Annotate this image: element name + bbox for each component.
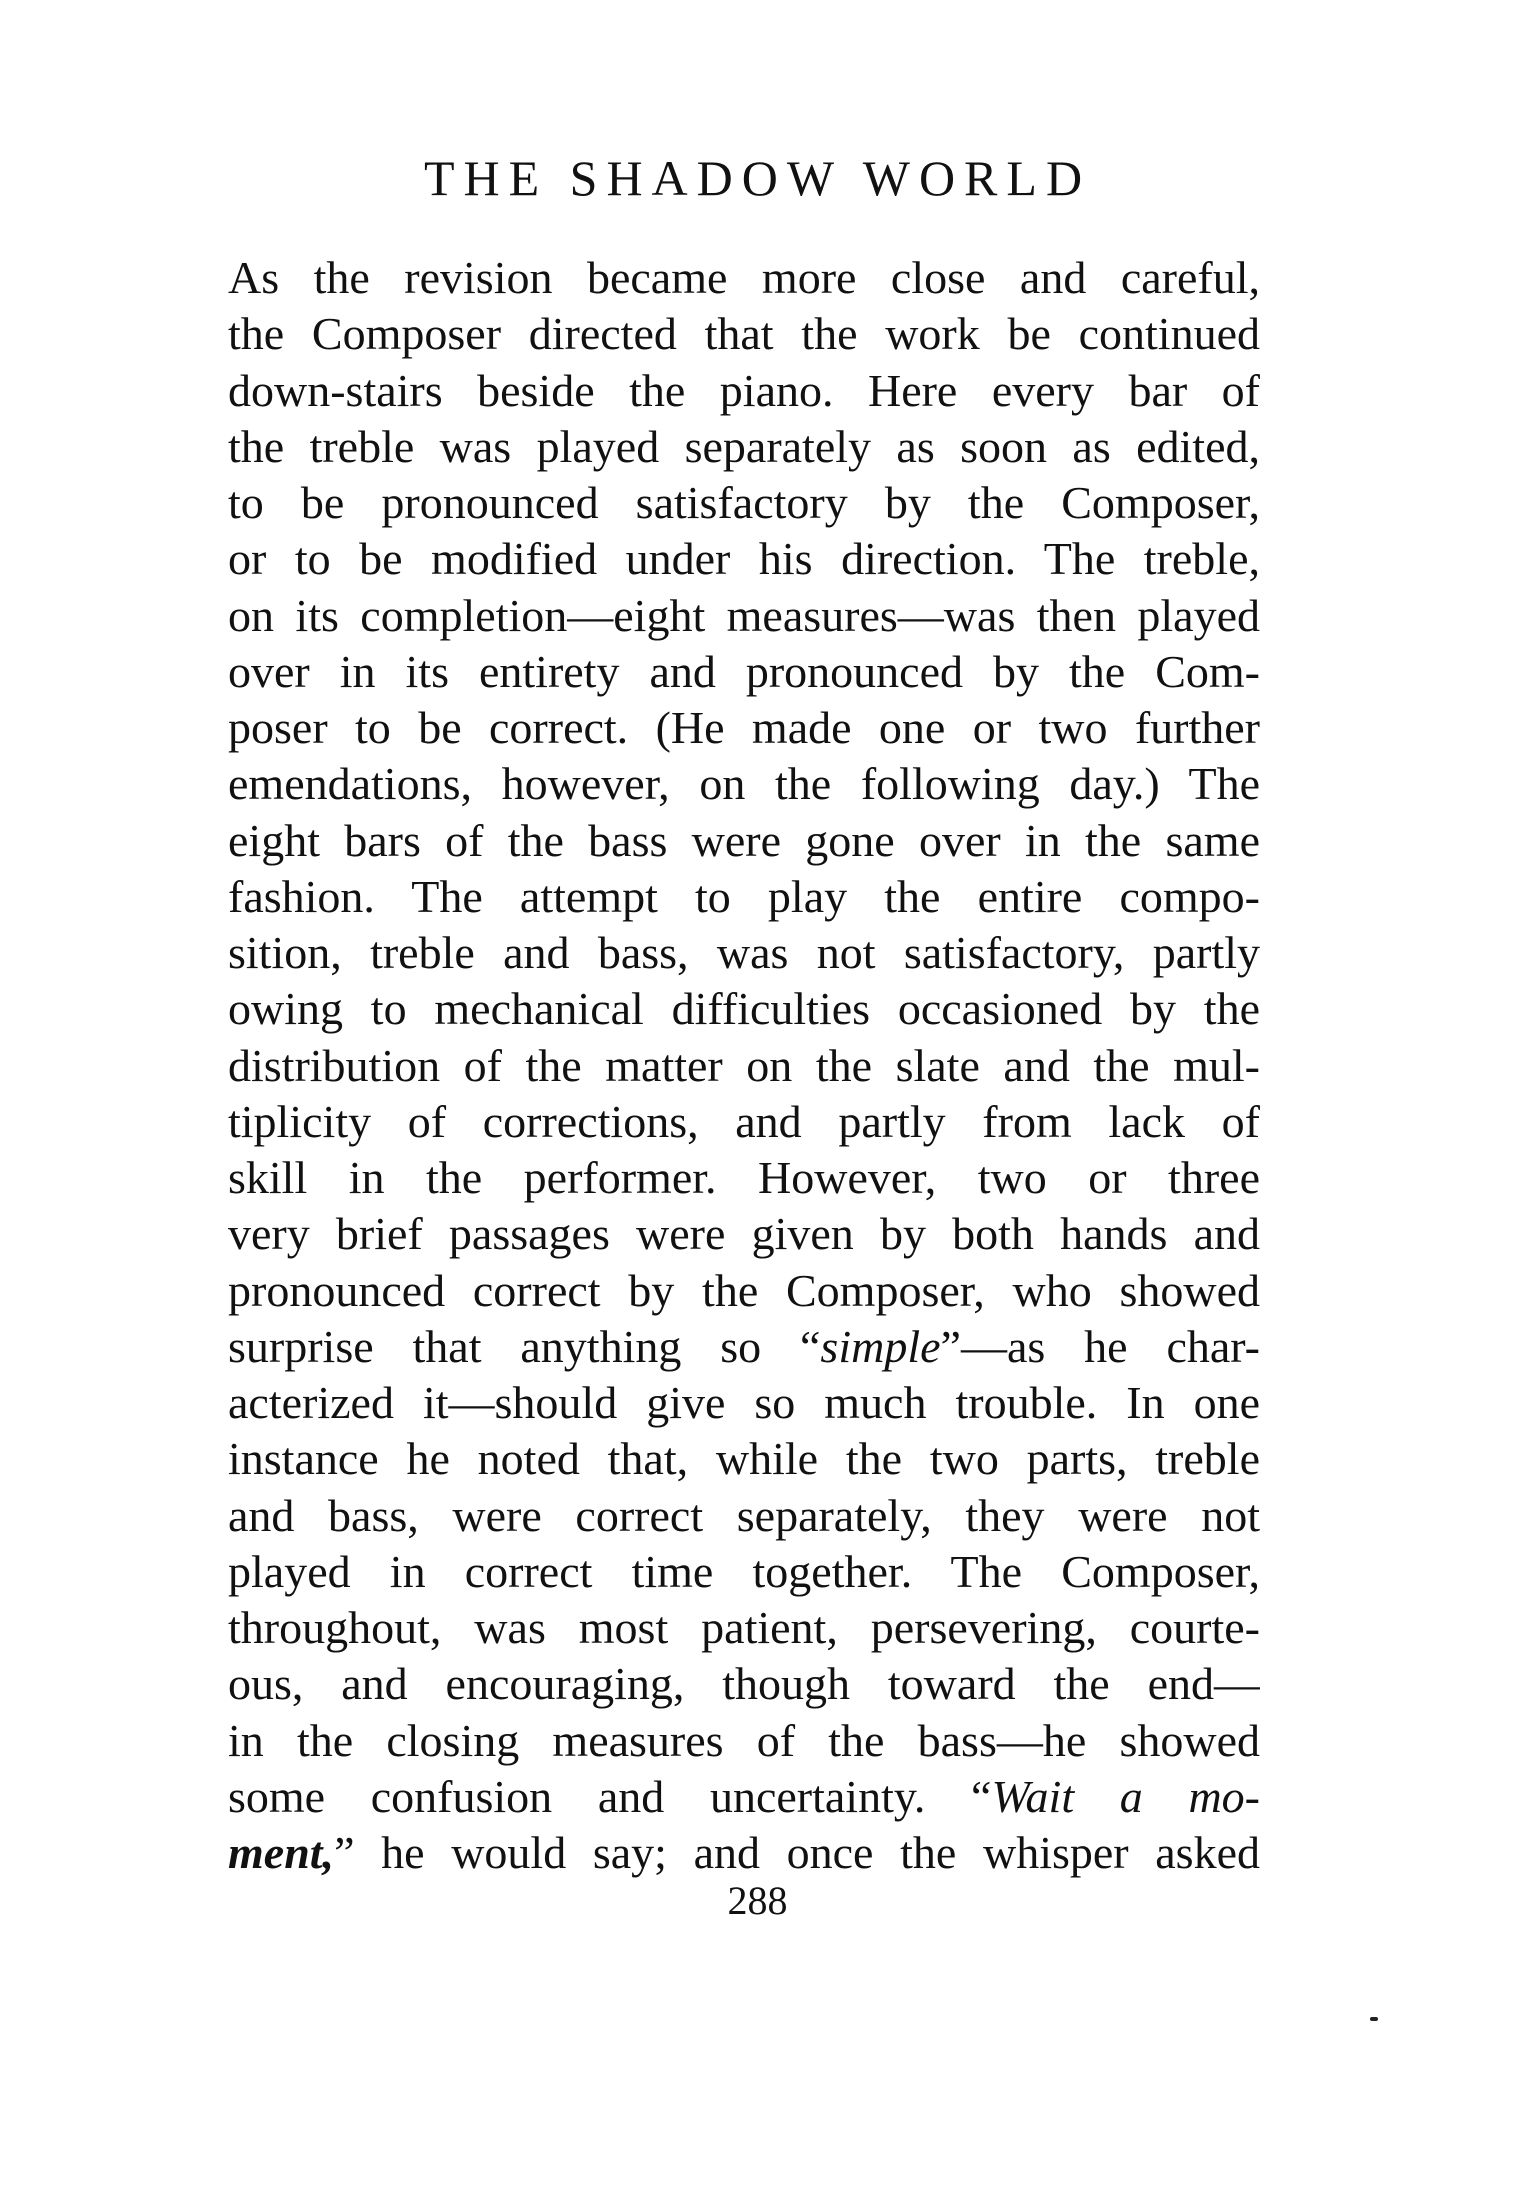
italic-run: Wait a mo- <box>991 1770 1260 1822</box>
text-line-mixed <box>228 1825 1260 1881</box>
text-line: and bass, were correct separately, they were not <box>228 1489 1260 1541</box>
text-line: in the closing measures of the bass—he showed <box>228 1714 1260 1766</box>
text-line: to be pronounced satisfactory by the Composer, <box>228 477 1260 528</box>
text-run: ” he would say; and once the whisper asked <box>334 1827 1260 1878</box>
text-line: fashion. The attempt to play the entire compo- <box>228 870 1260 922</box>
text-line: ous, and encouraging, though toward the end— <box>228 1658 1260 1710</box>
text-run: some confusion and uncertainty. “ <box>228 1770 992 1822</box>
text-line: down-stairs beside the piano. Here every bar of <box>228 364 1260 416</box>
text-line: the treble was played separately as soon as edited, <box>228 420 1260 472</box>
text-line: very brief passages were given by both hands and <box>228 1208 1260 1260</box>
text-line: over in its entirety and pronounced by the Com- <box>228 645 1260 697</box>
text-line: pronounced correct by the Composer, who showed <box>228 1264 1260 1316</box>
text-line: or to be modified under his direction. The treble, <box>228 533 1260 585</box>
text-run: surprise that anything so “ <box>228 1320 821 1372</box>
text-line: on its completion—eight measures—was then played <box>228 589 1260 641</box>
text-line: owing to mechanical difficulties occasioned by the <box>228 983 1260 1035</box>
text-line: instance he noted that, while the two parts, treble <box>228 1433 1260 1485</box>
running-head: THE SHADOW WORLD <box>423 150 1092 206</box>
text-line-mixed <box>228 1319 1260 1375</box>
text-run: ”—as he char- <box>940 1320 1260 1372</box>
ink-speck <box>1370 2017 1378 2021</box>
text-line: As the revision became more close and careful, <box>228 252 1260 303</box>
text-line-mixed <box>228 1769 1260 1825</box>
text-line: emendations, however, on the following day.) The <box>228 758 1260 810</box>
text-line: tiplicity of corrections, and partly from lack of <box>228 1095 1260 1147</box>
italic-run: simple <box>820 1320 941 1372</box>
text-line: the Composer directed that the work be continued <box>228 308 1260 360</box>
text-line: sition, treble and bass, was not satisfactory, partly <box>228 927 1260 978</box>
text-line: acterized it—should give so much trouble. In one <box>228 1377 1260 1428</box>
italic-run: ment, <box>228 1827 335 1878</box>
text-line: poser to be correct. (He made one or two further <box>228 702 1260 753</box>
text-line: skill in the performer. However, two or three <box>228 1152 1260 1203</box>
page-number: 288 <box>727 1878 788 1923</box>
text-line: throughout, was most patient, persevering, courte- <box>228 1602 1260 1653</box>
text-line: played in correct time together. The Composer, <box>228 1545 1260 1597</box>
text-line: distribution of the matter on the slate and the mul- <box>228 1039 1260 1091</box>
body-text <box>228 250 1260 1881</box>
text-line: eight bars of the bass were gone over in the same <box>228 814 1260 866</box>
